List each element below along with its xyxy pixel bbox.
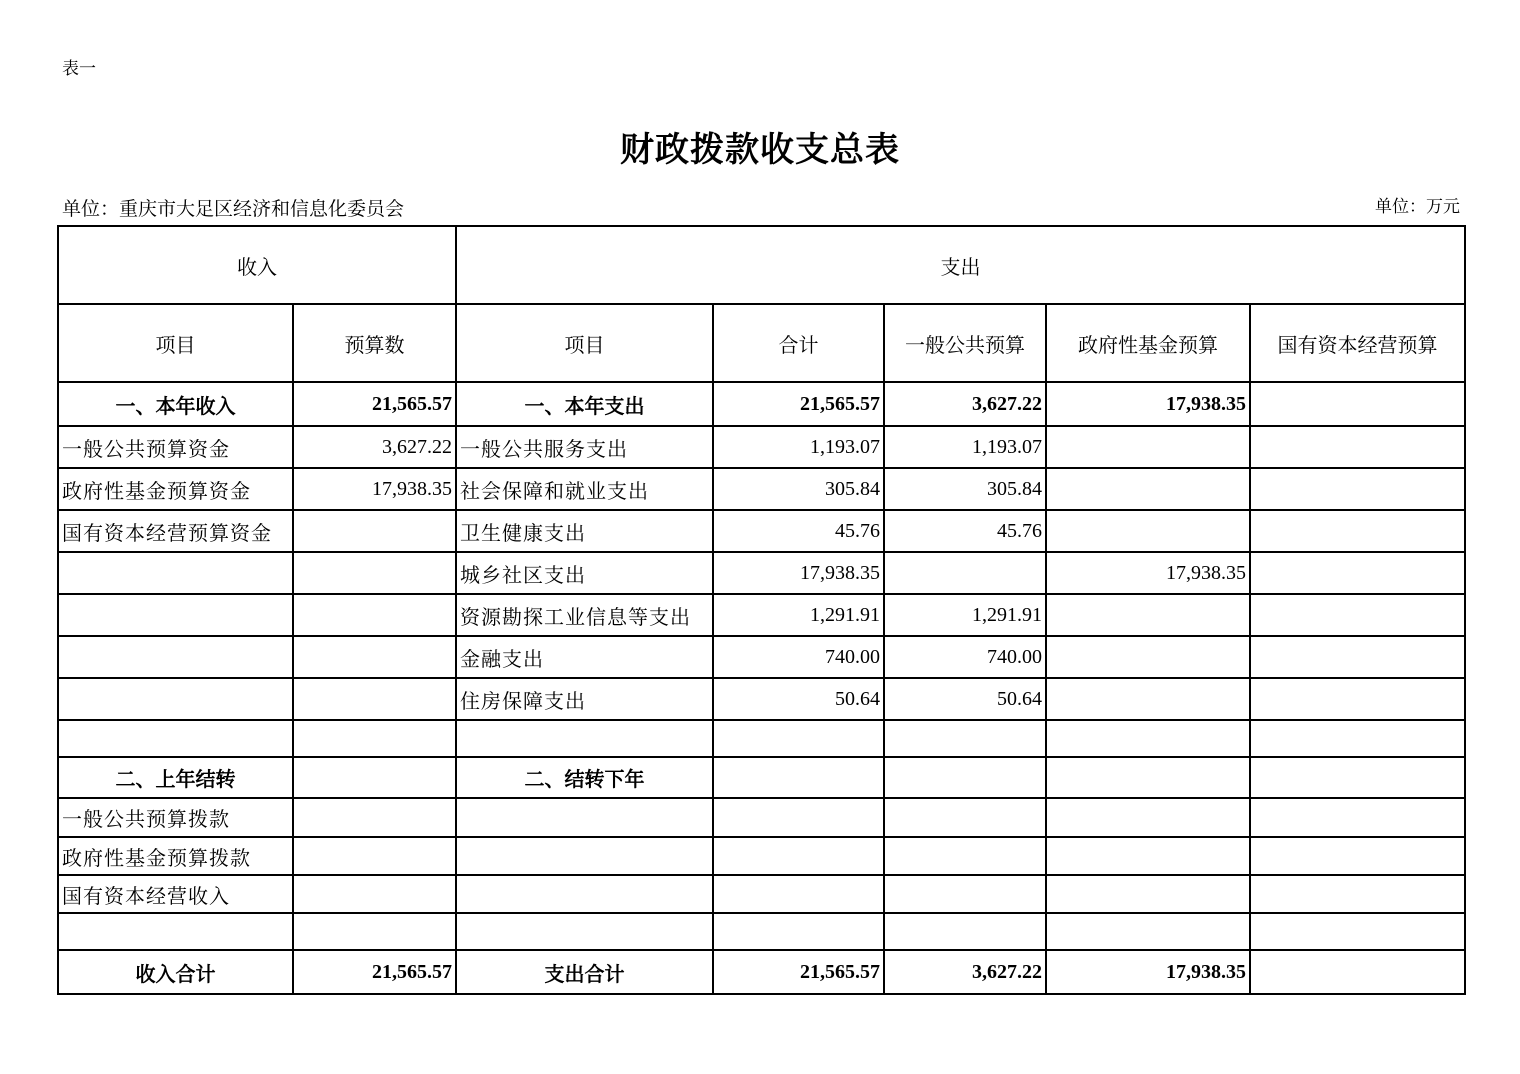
expense-item-cell: 社会保障和就业支出 — [456, 468, 713, 510]
table-row — [58, 382, 1465, 426]
page-title: 财政拨款收支总表 — [620, 130, 900, 170]
state-capital-cell — [1250, 875, 1465, 913]
income-item-cell — [58, 913, 293, 950]
income-value-cell — [293, 636, 456, 678]
table-row — [58, 757, 1465, 798]
gov-fund-cell: 17,938.35 — [1046, 950, 1250, 994]
total-cell — [713, 913, 884, 950]
general-budget-cell — [884, 875, 1046, 913]
table-row — [58, 426, 1465, 468]
header-row-group — [58, 226, 1465, 304]
expense-header: 支出 — [456, 226, 1465, 304]
expense-item-cell: 城乡社区支出 — [456, 552, 713, 594]
total-cell: 305.84 — [713, 468, 884, 510]
expense-item-header: 项目 — [456, 304, 713, 382]
total-cell: 17,938.35 — [713, 552, 884, 594]
table-row — [58, 875, 1465, 913]
state-capital-cell — [1250, 950, 1465, 994]
state-capital-cell — [1250, 510, 1465, 552]
income-value-cell: 21,565.57 — [293, 950, 456, 994]
income-item-cell — [58, 678, 293, 720]
general-budget-cell: 1,193.07 — [884, 426, 1046, 468]
expense-item-cell — [456, 875, 713, 913]
income-item-cell: 收入合计 — [58, 950, 293, 994]
income-value-cell — [293, 510, 456, 552]
gov-fund-cell: 17,938.35 — [1046, 382, 1250, 426]
state-capital-cell — [1250, 798, 1465, 837]
income-item-cell: 政府性基金预算拨款 — [58, 837, 293, 875]
income-item-cell: 二、上年结转 — [58, 757, 293, 798]
organization-unit: 单位：重庆市大足区经济和信息化委员会 — [62, 198, 405, 220]
state-capital-cell — [1250, 426, 1465, 468]
table-row — [58, 720, 1465, 757]
general-budget-cell — [884, 913, 1046, 950]
table-row — [58, 510, 1465, 552]
total-cell: 1,193.07 — [713, 426, 884, 468]
income-item-cell: 国有资本经营预算资金 — [58, 510, 293, 552]
general-budget-cell: 3,627.22 — [884, 950, 1046, 994]
income-item-cell: 一般公共预算拨款 — [58, 798, 293, 837]
gov-fund-cell — [1046, 636, 1250, 678]
income-value-cell — [293, 678, 456, 720]
expense-item-cell: 一般公共服务支出 — [456, 426, 713, 468]
income-item-cell — [58, 720, 293, 757]
income-item-cell — [58, 594, 293, 636]
income-value-cell: 3,627.22 — [293, 426, 456, 468]
gov-fund-cell: 17,938.35 — [1046, 552, 1250, 594]
state-capital-cell — [1250, 382, 1465, 426]
gov-fund-cell — [1046, 913, 1250, 950]
income-value-cell — [293, 720, 456, 757]
table-row — [58, 594, 1465, 636]
total-cell: 21,565.57 — [713, 382, 884, 426]
table-row — [58, 913, 1465, 950]
income-item-header: 项目 — [58, 304, 293, 382]
gov-fund-cell — [1046, 594, 1250, 636]
total-cell: 21,565.57 — [713, 950, 884, 994]
general-budget-cell: 3,627.22 — [884, 382, 1046, 426]
state-capital-cell — [1250, 678, 1465, 720]
income-item-cell: 一、本年收入 — [58, 382, 293, 426]
table-row — [58, 552, 1465, 594]
gov-fund-cell — [1046, 837, 1250, 875]
total-header: 合计 — [713, 304, 884, 382]
state-capital-budget-header: 国有资本经营预算 — [1250, 304, 1465, 382]
table-row — [58, 950, 1465, 994]
general-budget-cell: 50.64 — [884, 678, 1046, 720]
gov-fund-cell — [1046, 426, 1250, 468]
income-value-cell: 17,938.35 — [293, 468, 456, 510]
table-row — [58, 636, 1465, 678]
expense-item-cell — [456, 913, 713, 950]
table-row — [58, 798, 1465, 837]
state-capital-cell — [1250, 757, 1465, 798]
gov-fund-cell — [1046, 510, 1250, 552]
table-row — [58, 678, 1465, 720]
income-item-cell: 政府性基金预算资金 — [58, 468, 293, 510]
general-budget-cell: 45.76 — [884, 510, 1046, 552]
state-capital-cell — [1250, 720, 1465, 757]
expense-item-cell: 二、结转下年 — [456, 757, 713, 798]
gov-fund-cell — [1046, 757, 1250, 798]
state-capital-cell — [1250, 468, 1465, 510]
expense-item-cell: 住房保障支出 — [456, 678, 713, 720]
total-cell — [713, 798, 884, 837]
income-item-cell: 一般公共预算资金 — [58, 426, 293, 468]
expense-item-cell: 金融支出 — [456, 636, 713, 678]
general-budget-cell — [884, 798, 1046, 837]
expense-item-cell: 一、本年支出 — [456, 382, 713, 426]
general-budget-cell — [884, 552, 1046, 594]
gov-fund-budget-header: 政府性基金预算 — [1046, 304, 1250, 382]
income-value-cell — [293, 757, 456, 798]
expense-item-cell — [456, 720, 713, 757]
income-item-cell: 国有资本经营收入 — [58, 875, 293, 913]
state-capital-cell — [1250, 913, 1465, 950]
general-budget-header: 一般公共预算 — [884, 304, 1046, 382]
state-capital-cell — [1250, 594, 1465, 636]
total-cell — [713, 875, 884, 913]
total-cell: 1,291.91 — [713, 594, 884, 636]
income-value-cell — [293, 552, 456, 594]
gov-fund-cell — [1046, 875, 1250, 913]
total-cell — [713, 720, 884, 757]
general-budget-cell — [884, 837, 1046, 875]
income-value-cell — [293, 594, 456, 636]
income-value-cell: 21,565.57 — [293, 382, 456, 426]
budget-count-header: 预算数 — [293, 304, 456, 382]
income-item-cell — [58, 636, 293, 678]
gov-fund-cell — [1046, 468, 1250, 510]
gov-fund-cell — [1046, 798, 1250, 837]
state-capital-cell — [1250, 636, 1465, 678]
general-budget-cell: 740.00 — [884, 636, 1046, 678]
income-item-cell — [58, 552, 293, 594]
general-budget-cell — [884, 757, 1046, 798]
income-value-cell — [293, 913, 456, 950]
expense-item-cell — [456, 798, 713, 837]
expense-item-cell: 卫生健康支出 — [456, 510, 713, 552]
general-budget-cell: 1,291.91 — [884, 594, 1046, 636]
total-cell: 50.64 — [713, 678, 884, 720]
gov-fund-cell — [1046, 720, 1250, 757]
table-row — [58, 468, 1465, 510]
general-budget-cell: 305.84 — [884, 468, 1046, 510]
state-capital-cell — [1250, 837, 1465, 875]
expense-item-cell: 资源勘探工业信息等支出 — [456, 594, 713, 636]
header-row-columns — [58, 304, 1465, 382]
total-cell: 45.76 — [713, 510, 884, 552]
table-label: 表一 — [62, 59, 96, 79]
table-row — [58, 837, 1465, 875]
gov-fund-cell — [1046, 678, 1250, 720]
currency-unit: 单位：万元 — [1375, 197, 1460, 217]
expense-item-cell — [456, 837, 713, 875]
income-value-cell — [293, 875, 456, 913]
income-header: 收入 — [58, 226, 456, 304]
finance-table — [57, 225, 1466, 995]
total-cell — [713, 837, 884, 875]
general-budget-cell — [884, 720, 1046, 757]
total-cell — [713, 757, 884, 798]
income-value-cell — [293, 837, 456, 875]
expense-item-cell: 支出合计 — [456, 950, 713, 994]
state-capital-cell — [1250, 552, 1465, 594]
total-cell: 740.00 — [713, 636, 884, 678]
income-value-cell — [293, 798, 456, 837]
